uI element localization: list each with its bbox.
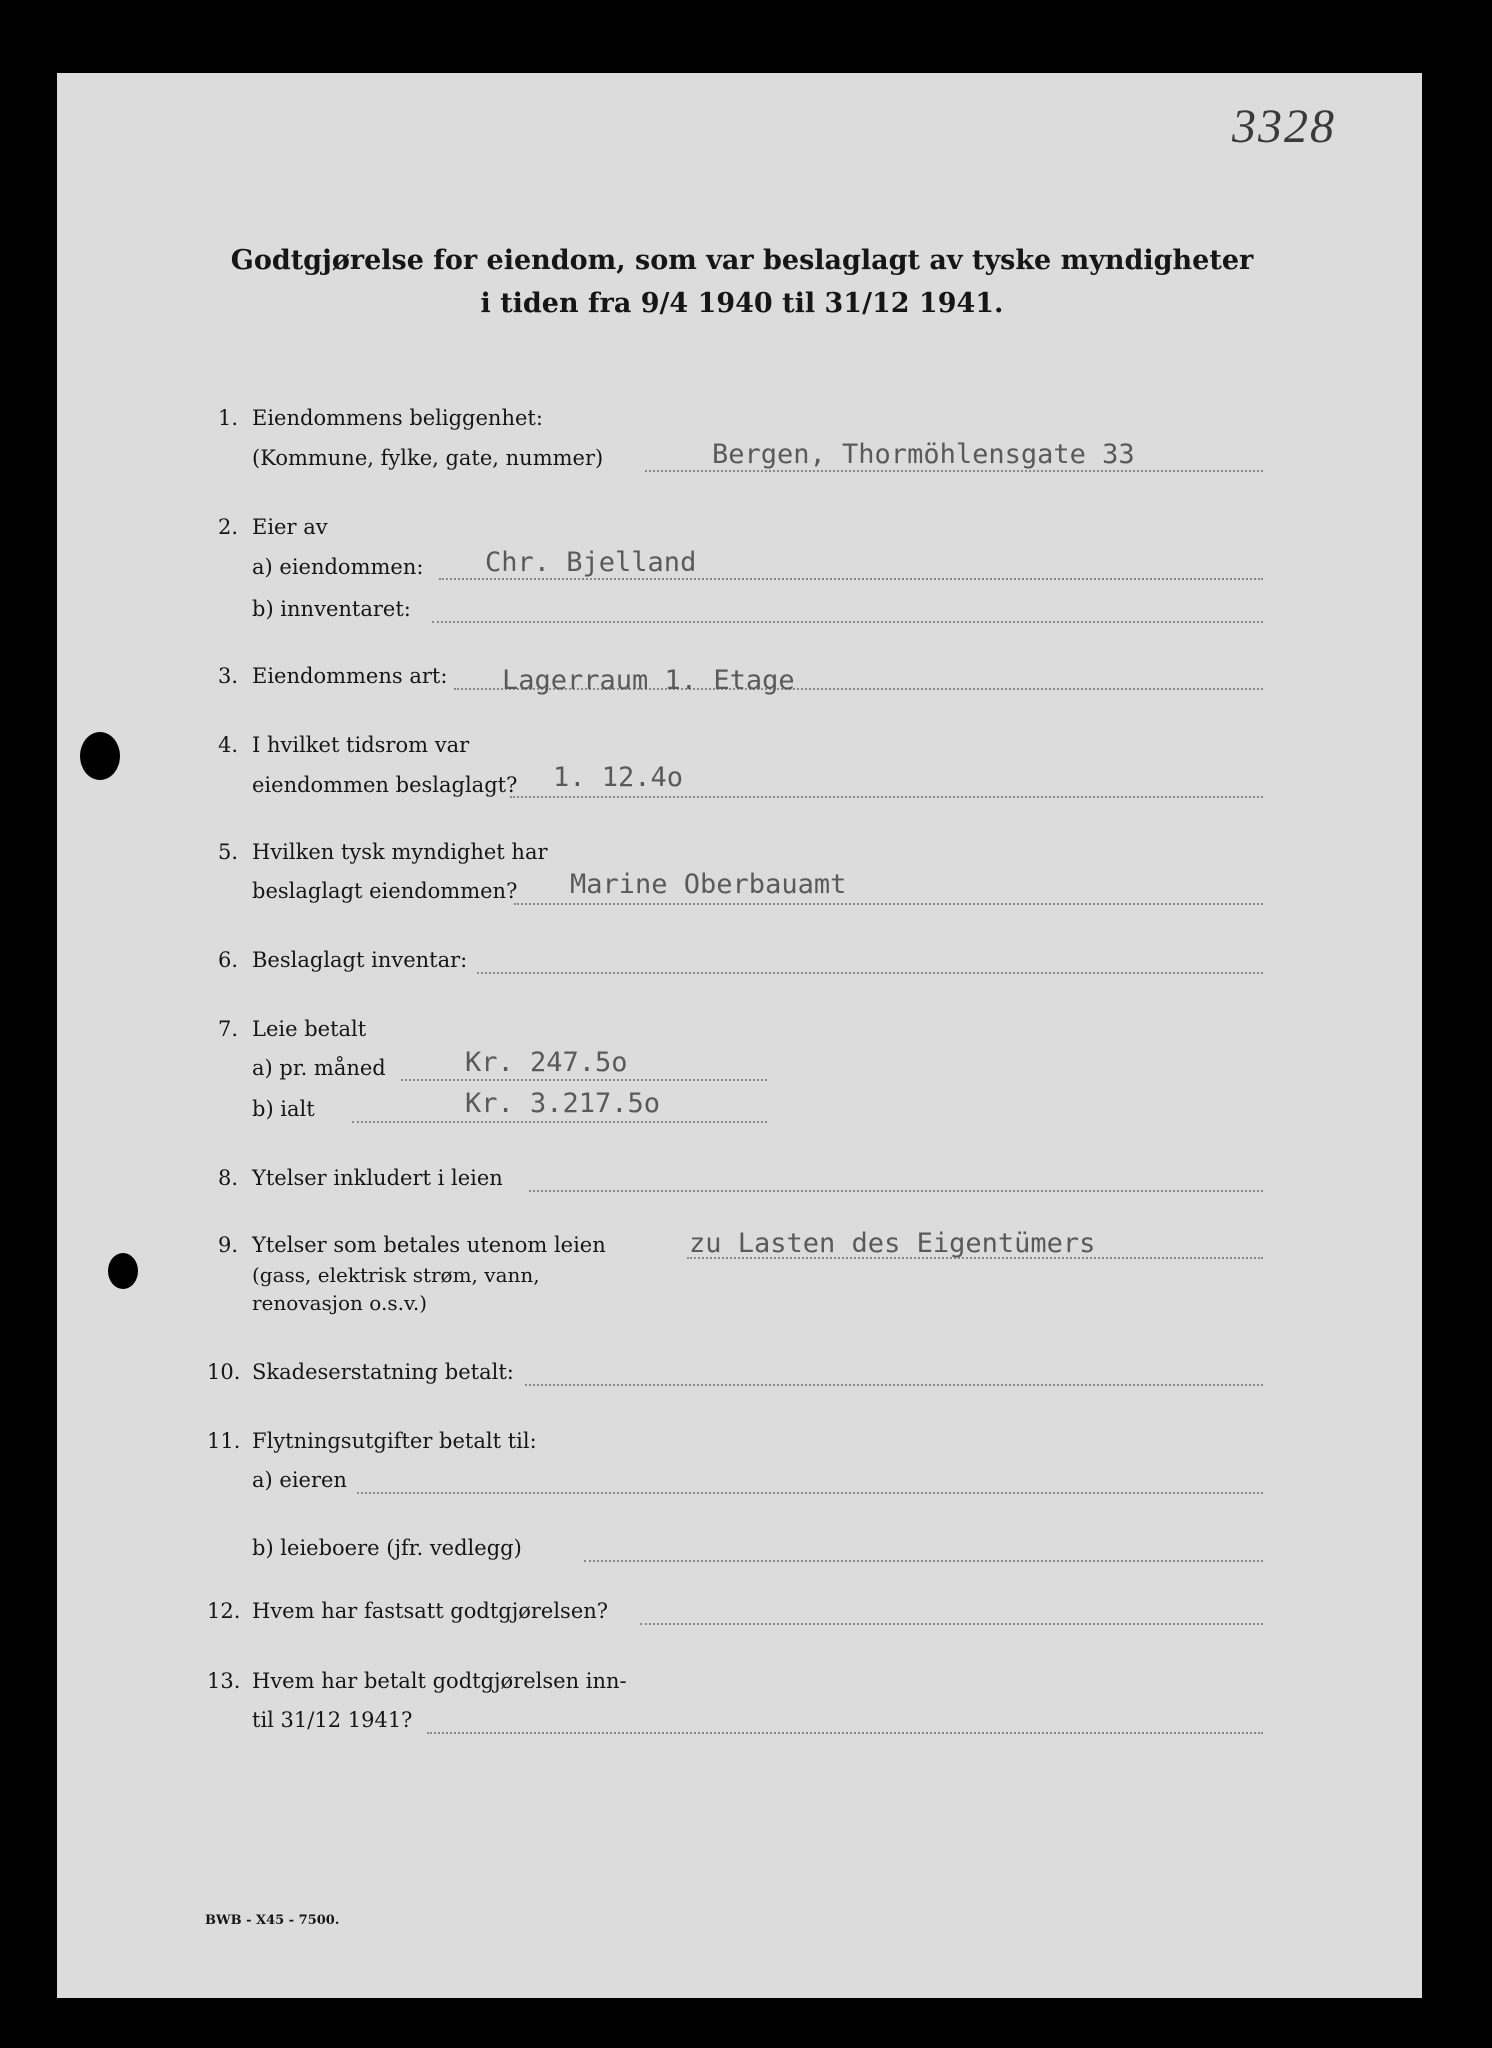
punch-hole-bottom bbox=[108, 1253, 138, 1289]
item-7b-answer-line bbox=[352, 1121, 767, 1123]
item-2b-label: b) innventaret: bbox=[252, 597, 411, 621]
item-2a-answer: Chr. Bjelland bbox=[485, 547, 697, 578]
item-5-number: 5. bbox=[218, 840, 239, 864]
item-10-answer-line bbox=[525, 1384, 1263, 1386]
item-1-answer: Bergen, Thormöhlensgate 33 bbox=[712, 439, 1135, 470]
item-2a-answer-line bbox=[439, 578, 1263, 580]
item-11b-answer-line bbox=[584, 1560, 1263, 1562]
item-11-number: 11. bbox=[207, 1429, 241, 1453]
item-3-label: Eiendommens art: bbox=[252, 664, 448, 688]
item-2-number: 2. bbox=[218, 515, 239, 539]
item-1-label: Eiendommens beliggenhet: bbox=[252, 406, 543, 430]
item-1-sublabel: (Kommune, fylke, gate, nummer) bbox=[252, 446, 604, 470]
page-number-handwritten: 3328 bbox=[1232, 100, 1336, 153]
item-2b-answer-line bbox=[432, 621, 1263, 623]
item-6-number: 6. bbox=[218, 948, 239, 972]
item-9-number: 9. bbox=[218, 1233, 239, 1257]
item-11a-label: a) eieren bbox=[252, 1468, 347, 1492]
item-4-answer: 1. 12.4o bbox=[553, 762, 684, 793]
item-4-label: I hvilket tidsrom var bbox=[252, 733, 470, 757]
item-10-number: 10. bbox=[207, 1360, 241, 1384]
printer-mark: BWB - X45 - 7500. bbox=[205, 1913, 340, 1928]
item-12-number: 12. bbox=[207, 1599, 241, 1623]
item-7-label: Leie betalt bbox=[252, 1017, 367, 1041]
item-13-number: 13. bbox=[207, 1669, 241, 1693]
item-6-answer-line bbox=[477, 972, 1263, 974]
title-line-2: i tiden fra 9/4 1940 til 31/12 1941. bbox=[480, 288, 1004, 319]
title-line-1: Godtgjørelse for eiendom, som var beslaglagt av tyske myndigheter bbox=[230, 245, 1254, 276]
item-8-answer-line bbox=[529, 1190, 1263, 1192]
item-3-answer: Lagerraum 1. Etage bbox=[502, 665, 795, 696]
item-4-number: 4. bbox=[218, 733, 239, 757]
item-5-sublabel: beslaglagt eiendommen? bbox=[252, 879, 518, 903]
item-2-label: Eier av bbox=[252, 515, 328, 539]
item-7-number: 7. bbox=[218, 1017, 239, 1041]
item-6-label: Beslaglagt inventar: bbox=[252, 948, 468, 972]
item-12-answer-line bbox=[640, 1623, 1263, 1625]
item-3-number: 3. bbox=[218, 664, 239, 688]
item-11b-label: b) leieboere (jfr. vedlegg) bbox=[252, 1536, 522, 1560]
page-title bbox=[57, 239, 1427, 325]
item-8-number: 8. bbox=[218, 1166, 239, 1190]
item-7a-answer: Kr. 247.5o bbox=[465, 1047, 628, 1078]
item-13-label: Hvem har betalt godtgjørelsen inn- bbox=[252, 1669, 627, 1693]
item-9-sublabel-1: (gass, elektrisk strøm, vann, bbox=[252, 1263, 540, 1287]
item-8-label: Ytelser inkludert i leien bbox=[252, 1166, 503, 1190]
item-13-answer-line bbox=[427, 1732, 1263, 1734]
item-10-label: Skadeserstatning betalt: bbox=[252, 1360, 514, 1384]
item-9-answer: zu Lasten des Eigentümers bbox=[689, 1228, 1096, 1259]
item-1-answer-line bbox=[645, 470, 1263, 472]
item-7a-answer-line bbox=[401, 1079, 767, 1081]
item-5-label: Hvilken tysk myndighet har bbox=[252, 840, 548, 864]
item-2a-label: a) eiendommen: bbox=[252, 555, 424, 579]
item-4-answer-line bbox=[510, 796, 1263, 798]
punch-hole-top bbox=[80, 732, 120, 780]
item-4-sublabel: eiendommen beslaglagt? bbox=[252, 773, 518, 797]
item-9-sublabel-2: renovasjon o.s.v.) bbox=[252, 1291, 428, 1315]
item-5-answer: Marine Oberbauamt bbox=[570, 869, 847, 900]
item-7a-label: a) pr. måned bbox=[252, 1056, 386, 1080]
item-11-label: Flytningsutgifter betalt til: bbox=[252, 1429, 537, 1453]
form-sheet bbox=[57, 73, 1422, 1998]
item-11a-answer-line bbox=[357, 1492, 1263, 1494]
item-9-label: Ytelser som betales utenom leien bbox=[252, 1233, 606, 1257]
item-5-answer-line bbox=[514, 903, 1263, 905]
item-7b-answer: Kr. 3.217.5o bbox=[465, 1088, 661, 1119]
item-7b-label: b) ialt bbox=[252, 1097, 315, 1121]
item-13-sublabel: til 31/12 1941? bbox=[252, 1708, 413, 1732]
item-1-number: 1. bbox=[218, 406, 239, 430]
item-12-label: Hvem har fastsatt godtgjørelsen? bbox=[252, 1599, 609, 1623]
